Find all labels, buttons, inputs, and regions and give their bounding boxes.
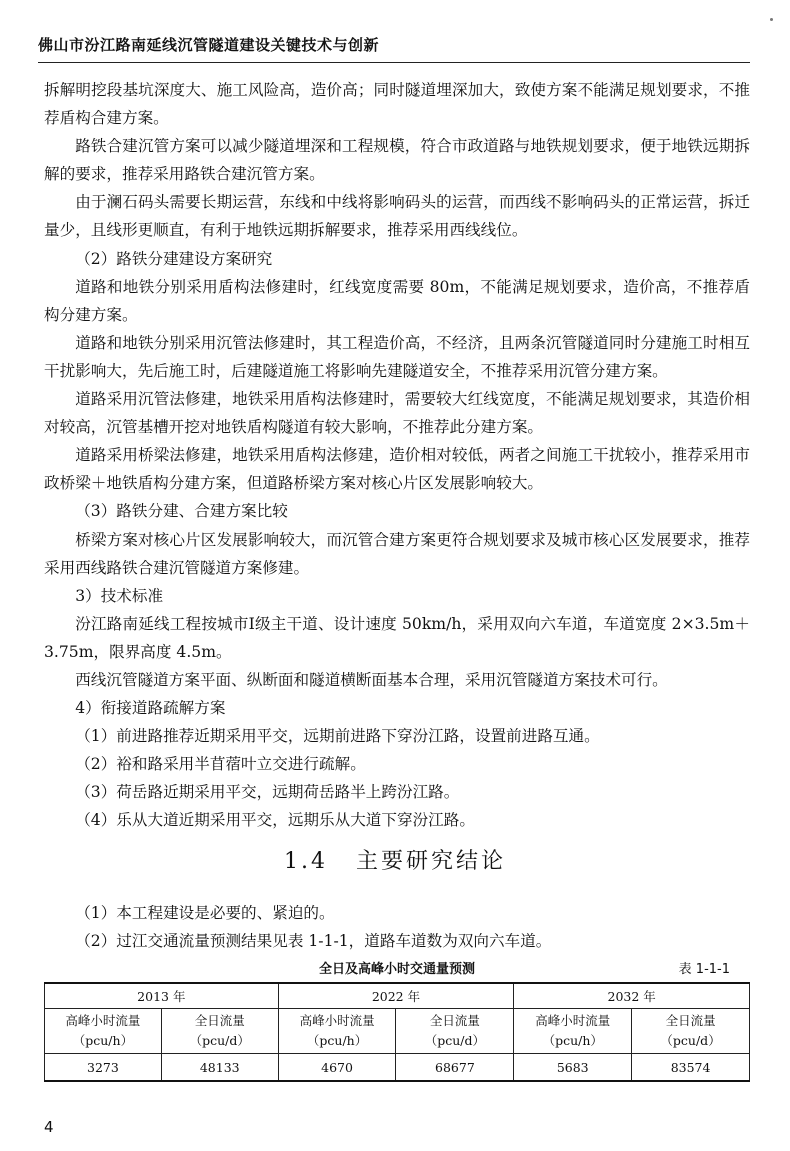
column-header-unit: （pcu/h） bbox=[306, 1033, 368, 1048]
column-header bbox=[161, 1009, 278, 1054]
subheading: （2）路铁分建建设方案研究 bbox=[75, 249, 273, 268]
table-cell: 3273 bbox=[45, 1054, 162, 1082]
list-item: （3）荷岳路近期采用平交，远期荷岳路半上跨汾江路。 bbox=[75, 783, 460, 802]
column-header-name: 全日流量 bbox=[665, 1013, 716, 1028]
list-item: （1）前进路推荐近期采用平交，远期前进路下穿汾江路，设置前进路互通。 bbox=[75, 727, 600, 746]
header-rule bbox=[38, 62, 750, 63]
table-number: 表 1-1-1 bbox=[678, 962, 730, 977]
traffic-volume-table bbox=[44, 982, 750, 1082]
table-cell: 68677 bbox=[396, 1054, 514, 1082]
paragraph: 道路和地铁分别采用盾构法修建时，红线宽度需要 80m，不能满足规划要求，造价高，不推荐盾构分建方案。 bbox=[44, 277, 750, 324]
section-number: 1.4 bbox=[283, 849, 328, 874]
column-header-unit: （pcu/h） bbox=[72, 1033, 134, 1048]
conclusions bbox=[44, 899, 750, 955]
table-row bbox=[45, 1054, 750, 1082]
section-title: 主要研究结论 bbox=[355, 849, 506, 874]
table-header-row bbox=[45, 1009, 750, 1054]
column-header-name: 全日流量 bbox=[194, 1013, 245, 1028]
paragraph: 路铁合建沉管方案可以减少隧道埋深和工程规模，符合市政道路与地铁规划要求，便于地铁远期拆解的要求，推荐采用路铁合建沉管方案。 bbox=[44, 137, 750, 184]
column-header-unit: （pcu/d） bbox=[660, 1033, 721, 1048]
scan-speck bbox=[770, 18, 773, 21]
section-heading bbox=[0, 844, 790, 875]
table-caption bbox=[44, 958, 750, 978]
paragraph: 道路和地铁分别采用沉管法修建时，其工程造价高，不经济，且两条沉管隧道同时分建施工时相互干扰影响大，先后施工时，后建隧道施工将影响先建隧道安全，不推荐采用沉管分建方案。 bbox=[44, 333, 750, 380]
paragraph: 汾江路南延线工程按城市Ⅰ级主干道、设计速度 50km/h，采用双向六车道，车道宽度 2×3.5m＋3.75m，限界高度 4.5m。 bbox=[44, 614, 750, 661]
list-item: （2）过江交通流量预测结果见表 1-1-1，道路车道数为双向六车道。 bbox=[75, 932, 552, 951]
table-header-row bbox=[45, 983, 750, 1009]
subheading: 4）衔接道路疏解方案 bbox=[75, 699, 226, 718]
paragraph: 拆解明挖段基坑深度大、施工风险高，造价高；同时隧道埋深加大，致使方案不能满足规划要求，不推荐盾构合建方案。 bbox=[44, 81, 750, 128]
list-item: （1）本工程建设是必要的、紧迫的。 bbox=[75, 904, 335, 922]
column-header bbox=[45, 1009, 162, 1054]
column-header bbox=[396, 1009, 514, 1054]
table-cell: 48133 bbox=[161, 1054, 278, 1082]
paragraph: 桥梁方案对核心片区发展影响较大，而沉管合建方案更符合规划要求及城市核心区发展要求，推荐采用西线路铁合建沉管隧道方案修建。 bbox=[44, 530, 750, 577]
table-title: 全日及高峰小时交通量预测 bbox=[318, 962, 475, 977]
column-header-name: 高峰小时流量 bbox=[535, 1013, 611, 1028]
list-item: （4）乐从大道近期采用平交，远期乐从大道下穿汾江路。 bbox=[75, 811, 475, 830]
list-item: （2）裕和路采用半苜蓿叶立交进行疏解。 bbox=[75, 755, 366, 774]
column-header bbox=[278, 1009, 396, 1054]
year-header: 2013 年 bbox=[45, 983, 279, 1009]
column-header-name: 全日流量 bbox=[429, 1013, 480, 1028]
subheading: （3）路铁分建、合建方案比较 bbox=[75, 502, 288, 521]
paragraph: 道路采用沉管法修建，地铁采用盾构法修建时，需要较大红线宽度，不能满足规划要求，其造价相对较高，沉管基槽开挖对地铁盾构隧道有较大影响，不推荐此分建方案。 bbox=[44, 390, 750, 437]
table-cell: 5683 bbox=[514, 1054, 632, 1082]
paragraph: 由于澜石码头需要长期运营，东线和中线将影响码头的运营，而西线不影响码头的正常运营，拆迁量少，且线形更顺直，有利于地铁远期拆解要求，推荐采用西线线位。 bbox=[44, 193, 750, 240]
paragraph: 道路采用桥梁法修建，地铁采用盾构法修建，造价相对较低，两者之间施工干扰较小，推荐采用市政桥梁＋地铁盾构分建方案，但道路桥梁方案对核心片区发展影响较大。 bbox=[44, 446, 750, 493]
year-header: 2022 年 bbox=[278, 983, 514, 1009]
table-cell: 4670 bbox=[278, 1054, 396, 1082]
table-cell: 83574 bbox=[632, 1054, 750, 1082]
column-header-name: 高峰小时流量 bbox=[65, 1013, 141, 1028]
column-header-unit: （pcu/d） bbox=[189, 1033, 250, 1048]
column-header bbox=[632, 1009, 750, 1054]
subheading: 3）技术标准 bbox=[75, 586, 164, 605]
running-header: 佛山市汾江路南延线沉管隧道建设关键技术与创新 bbox=[38, 36, 380, 54]
column-header-name: 高峰小时流量 bbox=[299, 1013, 375, 1028]
year-header: 2032 年 bbox=[514, 983, 750, 1009]
column-header bbox=[514, 1009, 632, 1054]
body-text bbox=[44, 76, 750, 835]
column-header-unit: （pcu/d） bbox=[424, 1033, 486, 1048]
paragraph: 西线沉管隧道方案平面、纵断面和隧道横断面基本合理，采用沉管隧道方案技术可行。 bbox=[75, 670, 668, 689]
column-header-unit: （pcu/h） bbox=[542, 1033, 603, 1048]
page-number: 4 bbox=[44, 1118, 54, 1136]
